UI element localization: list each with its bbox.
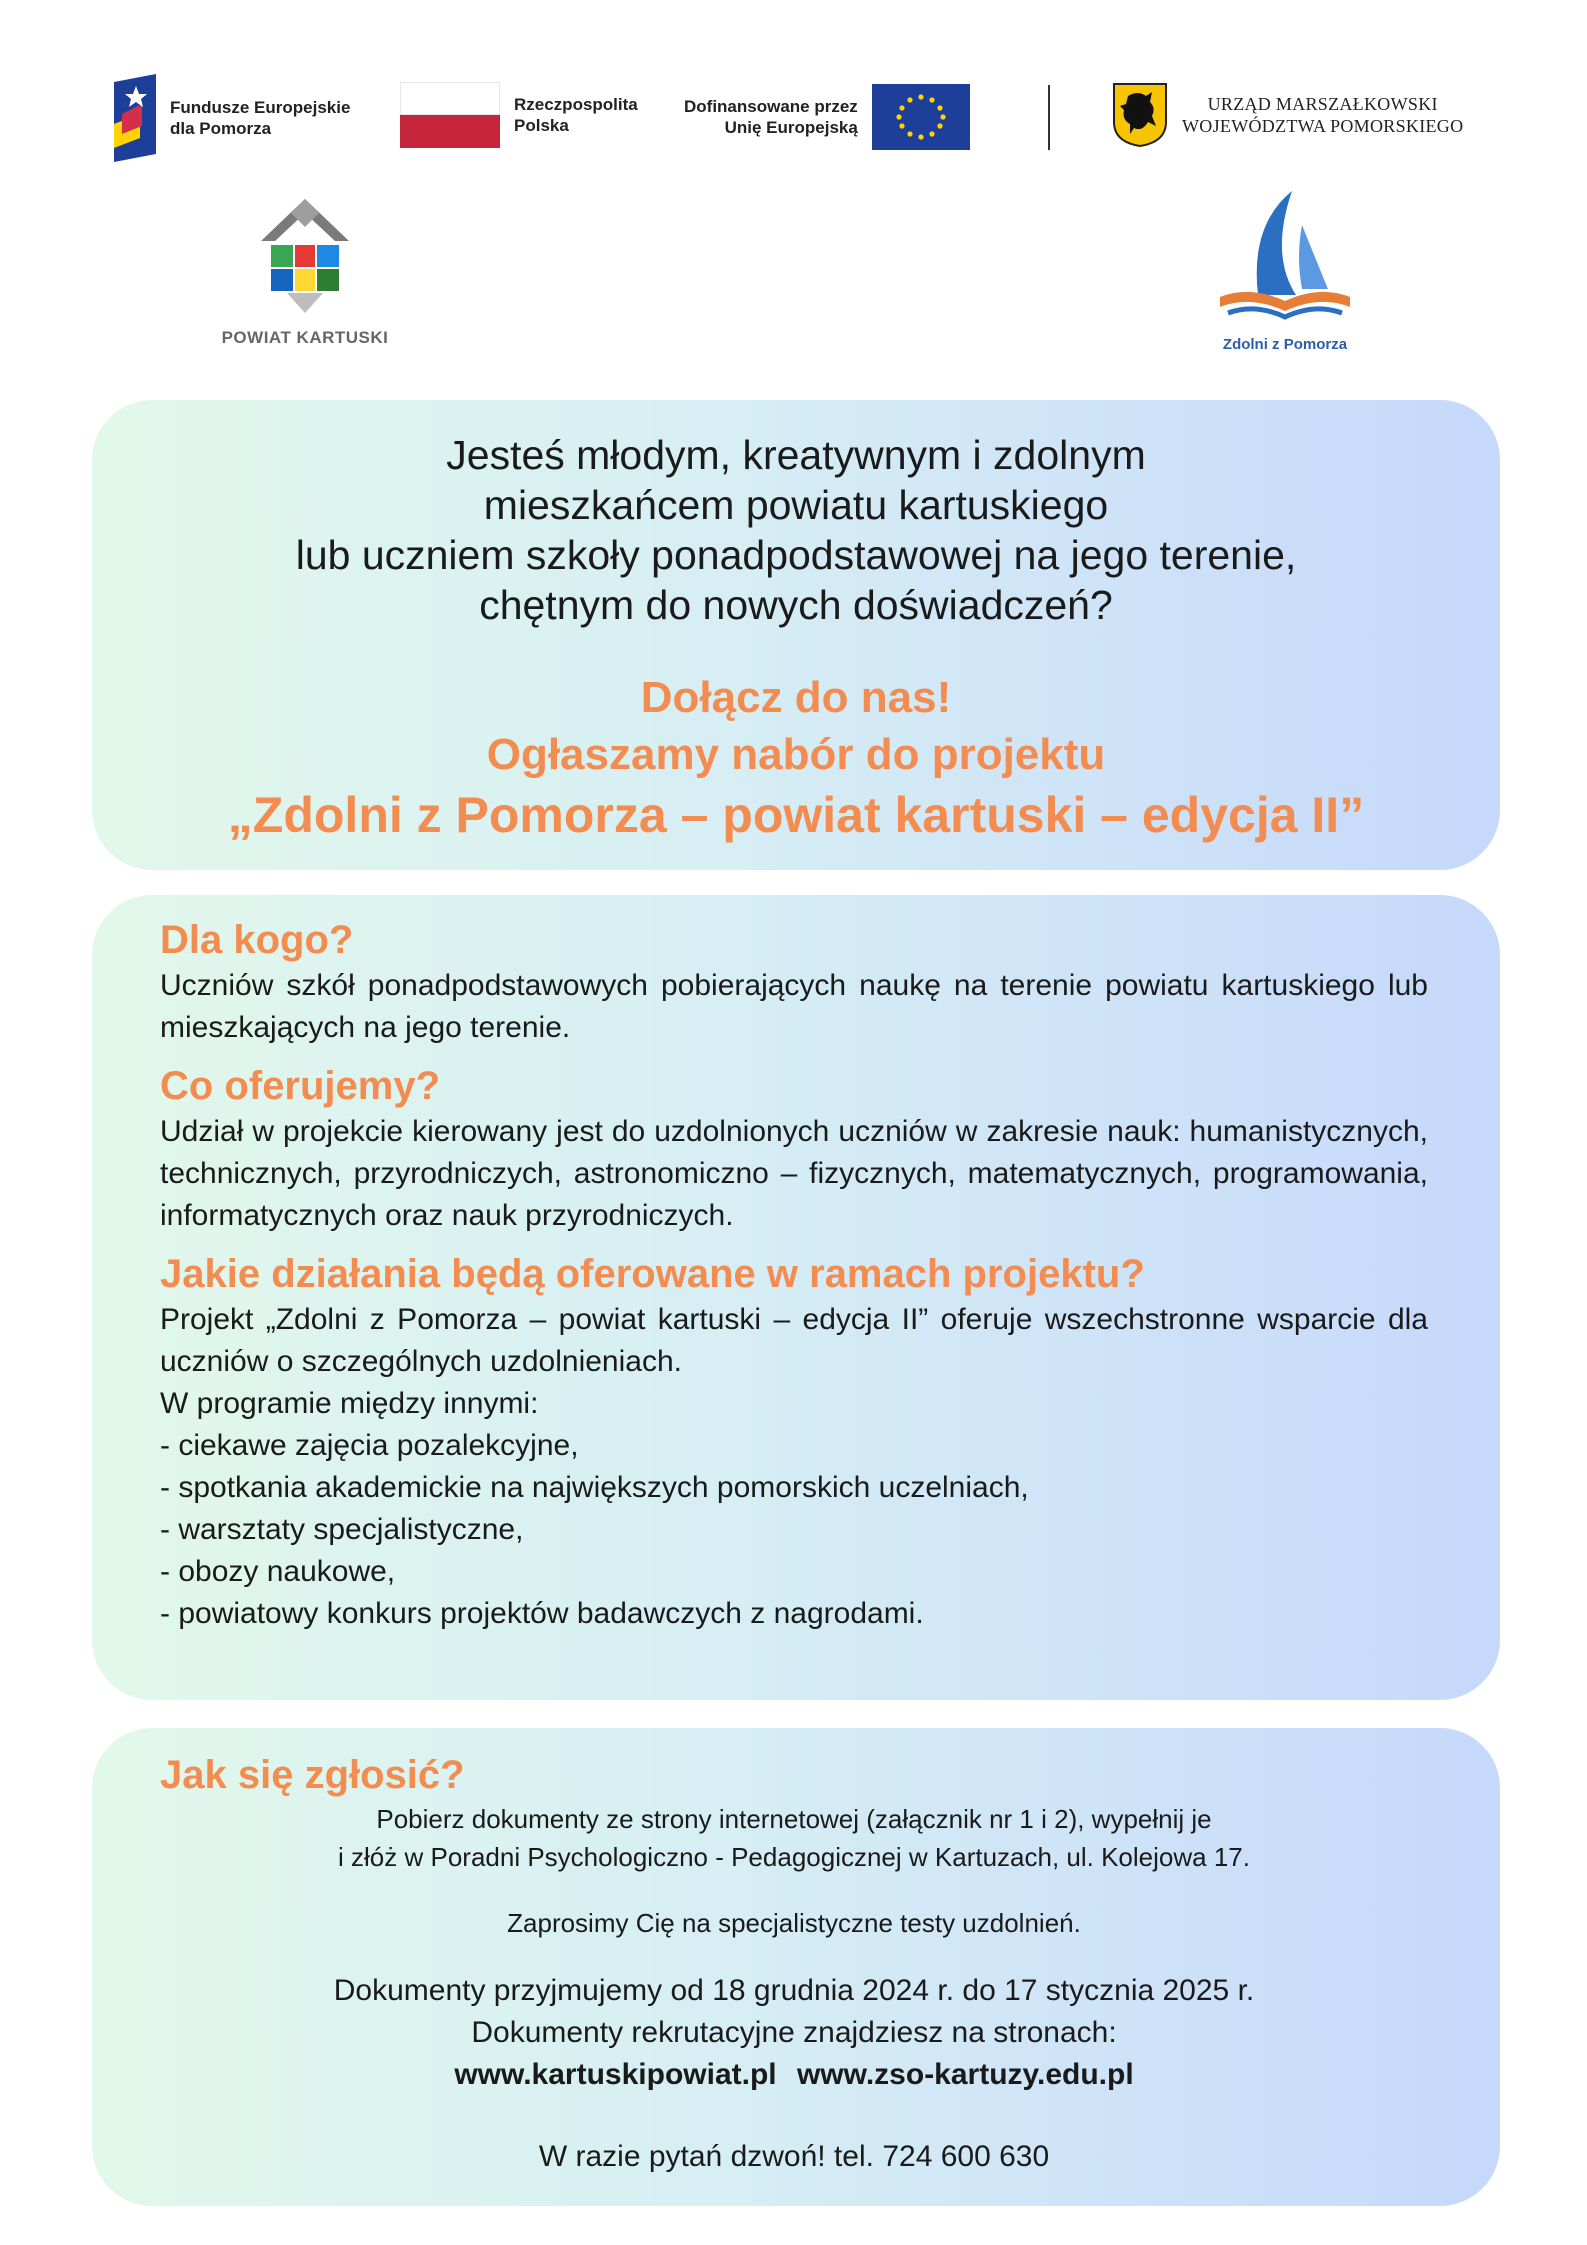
info-panel — [92, 895, 1500, 1700]
apply-tests: Zaprosimy Cię na specjalistyczne testy uzdolnień. — [507, 1908, 1081, 1938]
apply-docs: Dokumenty rekrutacyjne znajdziesz na stronach: — [471, 2016, 1117, 2049]
project-title: „Zdolni z Pomorza – powiat kartuski – edycja II” — [227, 787, 1365, 843]
website-link[interactable]: www.kartuskipowiat.pl — [454, 2058, 777, 2091]
logo-divider — [1048, 85, 1050, 150]
urzad-logo — [1112, 82, 1463, 148]
list-item: - powiatowy konkurs projektów badawczych z nagrodami. — [160, 1597, 924, 1630]
list-item: - spotkania akademickie na największych pomorskich uczelniach, — [160, 1471, 1029, 1504]
website-links — [160, 2054, 1428, 2096]
apply-dates: Dokumenty przyjmujemy od 18 grudnia 2024 r. do 17 stycznia 2025 r. — [333, 1974, 1255, 2007]
fe-logo — [112, 74, 350, 162]
list-item: - obozy naukowe, — [160, 1555, 396, 1588]
section-heading: Dla kogo? — [160, 918, 354, 962]
fe-logo-line1: Fundusze Europejskie — [170, 98, 351, 117]
apply-instructions-line2: i złóż w Poradni Psychologiczno - Pedagogicznej w Kartuzach, ul. Kolejowa 17. — [338, 1842, 1250, 1872]
zdolni-z-pomorza-logo — [1195, 185, 1375, 355]
logo-bar — [0, 60, 1587, 170]
urzad-logo-line1: URZĄD MARSZAŁKOWSKI — [1207, 94, 1438, 114]
section-offer — [160, 1061, 1428, 1237]
cta-recruitment: Ogłaszamy nabór do projektu — [486, 730, 1106, 779]
apply-heading: Jak się zgłosić? — [160, 1753, 465, 1797]
polish-flag-icon — [400, 82, 500, 148]
griffin-coat-of-arms-icon — [1112, 82, 1168, 148]
call-to-action — [92, 670, 1500, 846]
section-text: Udział w projekcie kierowany jest do uzdolnionych uczniów w zakresie nauk: humanistycznych, technicznych, przyrodniczych, astronomiczno – fizycznych, matematycznych, programowania, informatycznych oraz nauk przyrodniczych. — [160, 1115, 1428, 1232]
section-heading: Jakie działania będą oferowane w ramach projektu? — [160, 1252, 1145, 1296]
apply-instructions-line1: Pobierz dokumenty ze strony internetowej (załącznik nr 1 i 2), wypełnij je — [376, 1804, 1212, 1834]
website-link[interactable]: www.zso-kartuzy.edu.pl — [796, 2058, 1134, 2091]
intro-line: mieszkańcem powiatu kartuskiego — [483, 482, 1109, 528]
fe-emblem-icon — [112, 74, 158, 162]
section-activities — [160, 1249, 1428, 1635]
rp-logo-line1: Rzeczpospolita — [514, 95, 638, 114]
urzad-logo-line2: WOJEWÓDZTWA POMORSKIEGO — [1182, 116, 1464, 136]
rp-logo — [400, 82, 638, 148]
eu-flag-icon — [872, 84, 970, 150]
intro-line: Jesteś młodym, kreatywnym i zdolnym — [446, 432, 1146, 478]
intro-line: lub uczniem szkoły ponadpodstawowej na jego terenie, — [295, 532, 1297, 578]
section-for-whom — [160, 915, 1428, 1049]
section-text: Projekt „Zdolni z Pomorza – powiat kartuski – edycja II” oferuje wszechstronne wsparcie dla uczniów o szczególnych uzdolnieniach. — [160, 1303, 1428, 1378]
list-item: - warsztaty specjalistyczne, — [160, 1513, 524, 1546]
zdolni-caption: Zdolni z Pomorza — [1222, 336, 1348, 353]
sailboat-book-icon — [1210, 185, 1360, 335]
rp-logo-line2: Polska — [514, 116, 569, 135]
powiat-kartuski-logo — [195, 195, 415, 355]
ue-logo-line2: Unię Europejską — [724, 118, 858, 137]
ue-logo-line1: Dofinansowane przez — [684, 97, 858, 116]
house-mosaic-icon — [257, 195, 353, 319]
section-text: Uczniów szkół ponadpodstawowych pobierających naukę na terenie powiatu kartuskiego lub mieszkających na jego terenie. — [160, 969, 1428, 1044]
apply-panel — [92, 1728, 1500, 2206]
section-text: W programie między innymi: — [160, 1387, 539, 1420]
section-heading: Co oferujemy? — [160, 1064, 441, 1108]
fe-logo-line2: dla Pomorza — [170, 119, 272, 138]
intro-question — [92, 400, 1500, 630]
powiat-caption: POWIAT KARTUSKI — [221, 328, 389, 347]
cta-join: Dołącz do nas! — [640, 673, 952, 722]
ue-logo — [684, 84, 970, 150]
list-item: - ciekawe zajęcia pozalekcyjne, — [160, 1429, 579, 1462]
intro-line: chętnym do nowych doświadczeń? — [479, 582, 1113, 628]
intro-panel — [92, 400, 1500, 870]
contact-phone: W razie pytań dzwoń! tel. 724 600 630 — [538, 2140, 1050, 2173]
